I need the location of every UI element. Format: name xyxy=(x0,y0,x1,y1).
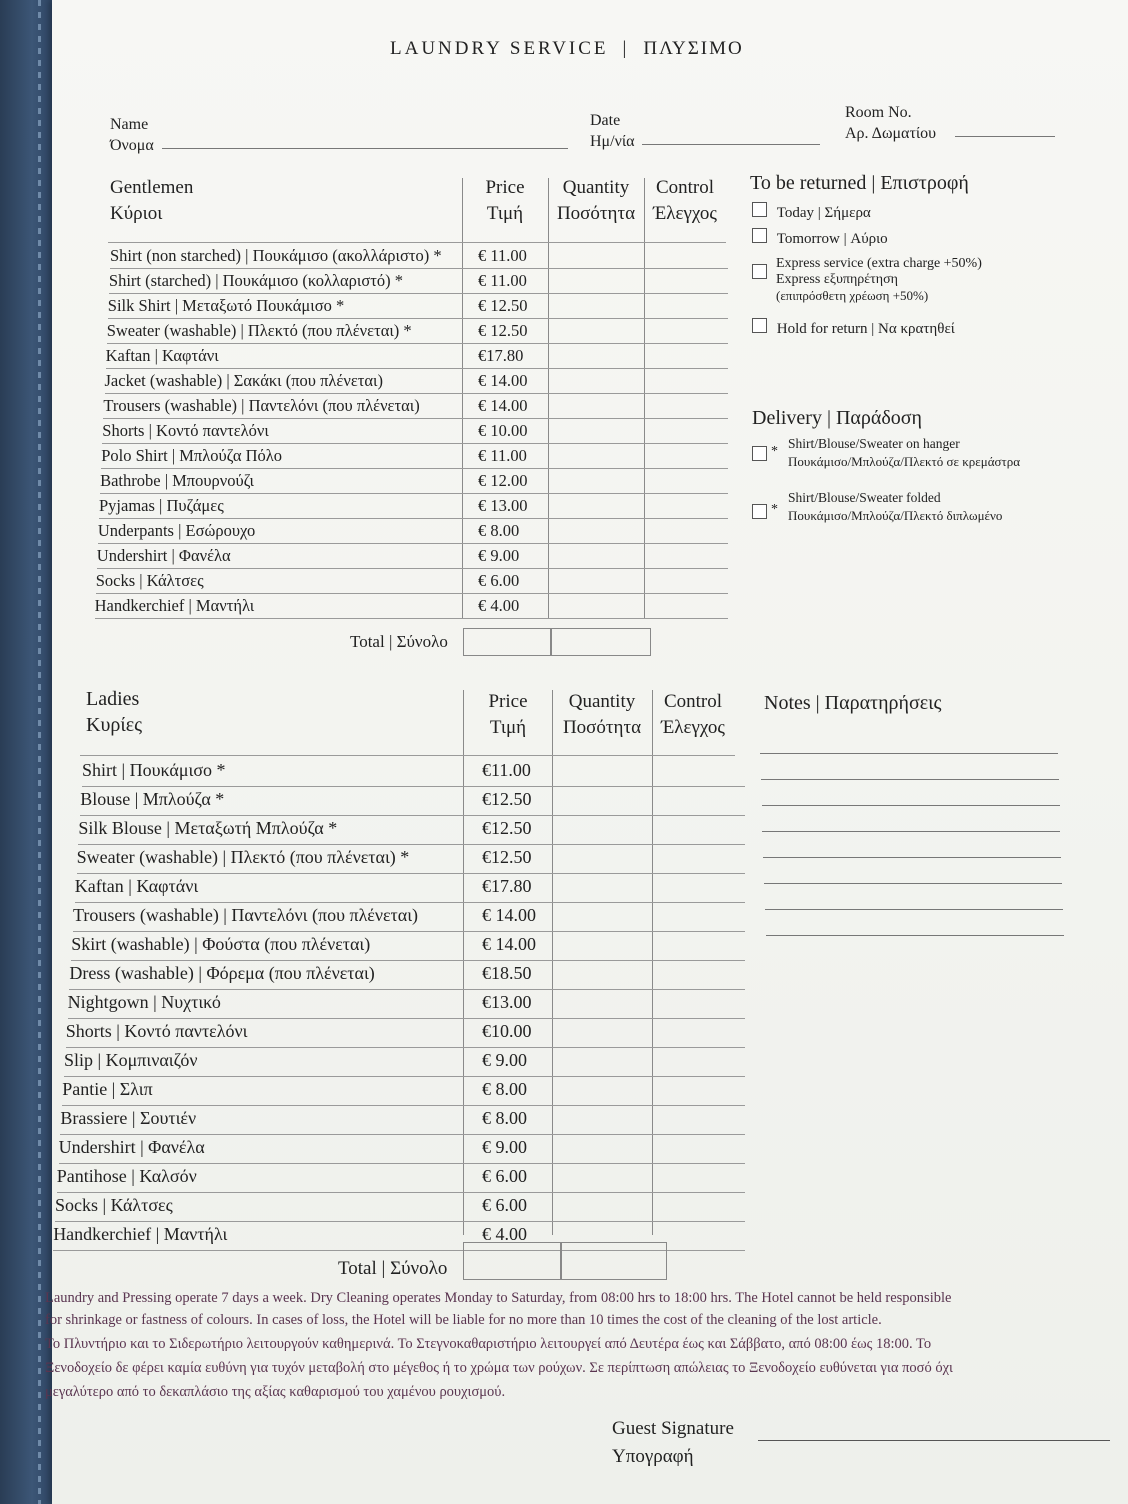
quantity-cell[interactable] xyxy=(549,444,644,468)
control-cell[interactable] xyxy=(653,1106,733,1134)
title-gr: ΠΛΥΣΙΜΟ xyxy=(643,38,744,59)
item-name: Blouse | Μπλούζα * xyxy=(80,789,225,809)
control-cell[interactable] xyxy=(653,932,733,960)
date-field[interactable] xyxy=(642,144,820,145)
table-row xyxy=(55,1193,745,1222)
control-cell[interactable] xyxy=(653,874,733,902)
item-name: Shirt (starched) | Πουκάμισο (κολλαριστό) * xyxy=(108,271,403,290)
tomorrow-checkbox[interactable] xyxy=(752,228,767,243)
table-row xyxy=(95,594,728,619)
room-label: Room No. Αρ. Δωματίου xyxy=(845,104,937,142)
item-name: Bathrobe | Μπουρνούζι xyxy=(100,471,254,490)
quantity-cell[interactable] xyxy=(549,569,644,593)
quantity-cell[interactable] xyxy=(553,932,651,960)
control-cell[interactable] xyxy=(645,294,725,318)
gentlemen-heading: Gentlemen Κύριοι xyxy=(110,177,194,224)
item-price: € 8.00 xyxy=(477,521,520,540)
item-price: € 11.00 xyxy=(477,271,527,290)
quantity-cell[interactable] xyxy=(549,344,644,368)
table-row xyxy=(62,1077,745,1106)
quantity-cell[interactable] xyxy=(553,1077,651,1105)
quantity-cell[interactable] xyxy=(549,269,644,293)
item-price: € 14.00 xyxy=(478,371,528,390)
control-cell[interactable] xyxy=(645,494,725,518)
item-name: Socks | Κάλτσες xyxy=(95,571,204,590)
quantity-cell[interactable] xyxy=(553,1164,651,1192)
item-name: Skirt (washable) | Φούστα (που πλένεται) xyxy=(71,934,371,954)
item-name: Jacket (washable) | Σακάκι (που πλένεται) xyxy=(104,371,383,390)
ladies-qty-header: Quantity Ποσότητα xyxy=(562,691,642,738)
quantity-cell[interactable] xyxy=(553,1135,651,1163)
folded-asterisk: * xyxy=(771,502,778,517)
item-name: Undershirt | Φανέλα xyxy=(96,546,231,565)
item-price: €12.50 xyxy=(481,847,532,867)
quantity-cell[interactable] xyxy=(549,494,644,518)
table-row xyxy=(98,519,728,544)
notes-line[interactable] xyxy=(761,779,1059,780)
notes-line[interactable] xyxy=(765,909,1063,910)
table-row xyxy=(99,494,728,519)
table-row xyxy=(71,932,745,961)
item-price: € 8.00 xyxy=(481,1079,527,1099)
quantity-cell[interactable] xyxy=(549,419,644,443)
item-price: € 9.00 xyxy=(477,546,520,565)
table-row xyxy=(82,758,745,787)
item-price: €13.00 xyxy=(481,992,532,1012)
express-checkbox[interactable] xyxy=(752,264,767,279)
table-row xyxy=(107,319,728,344)
signature-label: Guest Signature Υπογραφή xyxy=(612,1418,734,1467)
control-cell[interactable] xyxy=(645,394,725,418)
item-price: €11.00 xyxy=(482,760,531,780)
quantity-cell[interactable] xyxy=(549,594,644,618)
control-cell[interactable] xyxy=(653,816,733,844)
item-price: € 8.00 xyxy=(481,1108,527,1128)
gentlemen-total-label: Total | Σύνολο xyxy=(350,632,448,651)
item-price: €18.50 xyxy=(481,963,532,983)
control-cell[interactable] xyxy=(653,1164,733,1192)
table-row xyxy=(77,845,745,874)
control-cell[interactable] xyxy=(645,419,725,443)
table-row xyxy=(106,344,728,369)
binder-cover xyxy=(0,0,58,1504)
quantity-cell[interactable] xyxy=(553,961,651,989)
table-row xyxy=(80,787,745,816)
table-row xyxy=(103,394,728,419)
control-cell[interactable] xyxy=(645,469,725,493)
ladies-ctrl-header: Control Έλεγχος xyxy=(661,691,725,738)
item-name: Kaftan | Καφτάνι xyxy=(105,346,219,365)
option-folded[interactable]: * Shirt/Blouse/Sweater folded Πουκάμισο/Μπλούζα/Πλεκτό διπλωμένο xyxy=(752,490,1002,524)
quantity-cell[interactable] xyxy=(549,469,644,493)
control-cell[interactable] xyxy=(645,544,725,568)
gentlemen-price-header: Price Τιμή xyxy=(485,177,525,224)
item-name: Sweater (washable) | Πλεκτό (που πλένεται) * xyxy=(106,321,412,340)
control-cell[interactable] xyxy=(645,444,725,468)
item-name: Underpants | Εσώρουχο xyxy=(97,521,256,540)
table-row xyxy=(64,1048,745,1077)
quantity-cell[interactable] xyxy=(553,903,651,931)
footer-text-en-2: for shrinkage or fastness of colours. In cases of loss, the Hotel will be liable for no more than 10 times the cost of the cleaning of the lost article. xyxy=(45,1312,882,1328)
table-row xyxy=(78,816,745,845)
table-row xyxy=(97,544,728,569)
quantity-cell[interactable] xyxy=(553,1019,651,1047)
item-name: Pyjamas | Πυζάμες xyxy=(99,496,224,515)
folded-checkbox[interactable] xyxy=(752,504,767,519)
table-row xyxy=(105,369,729,394)
footer-text-gr-2: Ξενοδοχείο δε φέρει καμία ευθύνη για τυχόν μεταβολή στο μέγεθος ή το χρώμα των ρούχων. Σε περίπτωση απώλειας το Ξενοδοχείο ευθύνεται για ποσό όχι xyxy=(45,1360,953,1376)
control-cell[interactable] xyxy=(653,903,733,931)
quantity-cell[interactable] xyxy=(549,294,644,318)
table-row xyxy=(75,874,745,903)
quantity-cell[interactable] xyxy=(549,394,644,418)
delivery-heading: Delivery | Παράδοση xyxy=(752,407,923,429)
table-row xyxy=(60,1106,745,1135)
item-price: €17.80 xyxy=(477,346,524,365)
quantity-cell[interactable] xyxy=(549,244,644,268)
control-cell[interactable] xyxy=(645,344,725,368)
gentlemen-ctrl-header: Control Έλεγχος xyxy=(653,177,717,224)
notes-line[interactable] xyxy=(764,883,1062,884)
table-row xyxy=(57,1164,745,1193)
item-name: Silk Shirt | Μεταξωτό Πουκάμισο * xyxy=(107,296,345,315)
item-name: Pantihose | Καλσόν xyxy=(56,1166,197,1186)
table-row xyxy=(59,1135,745,1164)
table-row xyxy=(110,244,728,269)
item-price: €17.80 xyxy=(481,876,532,896)
item-price: € 13.00 xyxy=(478,496,528,515)
quantity-cell[interactable] xyxy=(549,544,644,568)
option-today[interactable]: Today | Σήμερα xyxy=(752,202,871,222)
quantity-cell[interactable] xyxy=(553,758,651,786)
table-row xyxy=(108,294,728,319)
footer-text-gr-1: Το Πλυντήριο και το Σιδερωτήριο λειτουργούν καθημερινά. Το Στεγνοκαθαριστήριο λειτουργεί από Δευτέρα έως και Σάββατο, από 08:00 έως 18:00. Το xyxy=(45,1336,932,1352)
quantity-cell[interactable] xyxy=(549,369,644,393)
hold-checkbox[interactable] xyxy=(752,318,767,333)
control-cell[interactable] xyxy=(645,569,725,593)
form-title: LAUNDRY SERVICE | ΠΛΥΣΙΜΟ xyxy=(390,38,744,59)
item-price: € 14.00 xyxy=(477,396,528,415)
gentlemen-header-rule xyxy=(108,242,726,243)
item-name: Dress (washable) | Φόρεμα (που πλένεται) xyxy=(69,963,375,983)
item-price: € 12.50 xyxy=(477,296,528,315)
quantity-cell[interactable] xyxy=(553,990,651,1018)
item-name: Shirt | Πουκάμισο * xyxy=(82,760,226,780)
quantity-cell[interactable] xyxy=(549,319,644,343)
hanger-checkbox[interactable] xyxy=(752,446,767,461)
date-label: Date Ημ/νία xyxy=(590,112,635,150)
quantity-cell[interactable] xyxy=(553,1106,651,1134)
item-name: Handkerchief | Μαντήλι xyxy=(94,596,255,615)
item-price: € 6.00 xyxy=(481,1166,527,1186)
table-row xyxy=(100,469,728,494)
ladies-price-header: Price Τιμή xyxy=(488,691,528,738)
table-row xyxy=(109,269,728,294)
item-price: €12.50 xyxy=(481,818,532,838)
item-price: € 10.00 xyxy=(477,421,528,440)
item-name: Sweater (washable) | Πλεκτό (που πλένεται) * xyxy=(76,847,410,867)
control-cell[interactable] xyxy=(653,758,733,786)
item-price: € 6.00 xyxy=(482,1195,527,1215)
control-cell[interactable] xyxy=(645,594,725,618)
quantity-cell[interactable] xyxy=(549,519,644,543)
control-cell[interactable] xyxy=(653,787,733,815)
option-tomorrow[interactable]: Tomorrow | Αύριο xyxy=(752,228,888,248)
table-row xyxy=(69,961,745,990)
item-price: € 9.00 xyxy=(482,1050,527,1070)
control-cell[interactable] xyxy=(645,244,725,268)
item-name: Shirt (non starched) | Πουκάμισο (ακολλάριστο) * xyxy=(110,246,442,265)
item-name: Trousers (washable) | Παντελόνι (που πλένεται) xyxy=(73,905,419,925)
footer-text-en-1: Laundry and Pressing operate 7 days a week. Dry Cleaning operates Monday to Saturday, from 08:00 hrs to 18:00 hrs. The Hotel cannot be held responsible xyxy=(45,1290,952,1306)
quantity-cell[interactable] xyxy=(553,787,651,815)
ladies-total-qty[interactable] xyxy=(463,1242,561,1280)
table-row xyxy=(96,569,728,594)
option-express[interactable]: Express service (extra charge +50%) Express εξυπηρέτηση (επιπρόσθετη χρέωση +50%) xyxy=(752,256,982,304)
binder-stitch xyxy=(38,0,41,1504)
control-cell[interactable] xyxy=(653,1048,733,1076)
item-name: Trousers (washable) | Παντελόνι (που πλένεται) xyxy=(103,396,420,415)
item-price: € 4.00 xyxy=(477,596,520,615)
control-cell[interactable] xyxy=(653,1077,733,1105)
item-name: Kaftan | Καφτάνι xyxy=(74,876,199,896)
notes-line[interactable] xyxy=(762,831,1060,832)
item-name: Socks | Κάλτσες xyxy=(55,1195,173,1215)
table-row xyxy=(66,1019,745,1048)
today-checkbox[interactable] xyxy=(752,202,767,217)
ladies-header-rule xyxy=(80,755,735,756)
quantity-cell[interactable] xyxy=(553,816,651,844)
control-cell[interactable] xyxy=(653,845,733,873)
quantity-cell[interactable] xyxy=(553,1193,651,1221)
item-name: Shorts | Κοντό παντελόνι xyxy=(65,1021,248,1041)
ladies-total-ctrl[interactable] xyxy=(561,1242,667,1280)
gentlemen-qty-header: Quantity Ποσότητα xyxy=(556,177,636,224)
quantity-cell[interactable] xyxy=(553,845,651,873)
signature-field[interactable] xyxy=(758,1440,1110,1441)
control-cell[interactable] xyxy=(645,319,725,343)
item-name: Handkerchief | Μαντήλι xyxy=(53,1224,228,1244)
item-price: € 4.00 xyxy=(481,1224,527,1244)
item-price: € 9.00 xyxy=(481,1137,527,1157)
item-name: Shorts | Κοντό παντελόνι xyxy=(102,421,269,440)
control-cell[interactable] xyxy=(653,1019,733,1047)
item-price: € 11.00 xyxy=(477,446,527,465)
table-row xyxy=(102,419,728,444)
name-field[interactable] xyxy=(162,148,568,149)
room-field[interactable] xyxy=(955,136,1055,137)
option-hanger[interactable]: * Shirt/Blouse/Sweater on hanger Πουκάμισο/Μπλούζα/Πλεκτό σε κρεμάστρα xyxy=(752,436,1020,470)
item-name: Pantie | Σλιπ xyxy=(62,1079,153,1099)
footer-text-gr-3: μεγαλύτερο από το δεκαπλάσιο της αξίας καθαρισμού του χαμένου ρουχισμού. xyxy=(45,1384,506,1400)
item-price: € 11.00 xyxy=(478,246,527,265)
item-price: € 12.50 xyxy=(477,321,528,340)
gentlemen-total-qty[interactable] xyxy=(463,628,551,656)
item-name: Silk Blouse | Μεταξωτή Μπλούζα * xyxy=(78,818,338,838)
control-cell[interactable] xyxy=(653,990,733,1018)
control-cell[interactable] xyxy=(645,369,725,393)
item-name: Slip | Κομπιναιζόν xyxy=(64,1050,198,1070)
item-name: Polo Shirt | Μπλούζα Πόλο xyxy=(101,446,283,465)
gentlemen-total-ctrl[interactable] xyxy=(551,628,651,656)
returned-heading: To be returned | Επιστροφή xyxy=(750,172,969,194)
quantity-cell[interactable] xyxy=(553,874,651,902)
notes-line[interactable] xyxy=(760,753,1058,754)
title-en: LAUNDRY SERVICE xyxy=(390,38,609,59)
option-hold[interactable]: Hold for return | Να κρατηθεί xyxy=(752,318,955,338)
item-price: €12.50 xyxy=(481,789,532,809)
table-row xyxy=(68,990,745,1019)
item-price: €10.00 xyxy=(481,1021,532,1041)
table-row xyxy=(73,903,745,932)
item-price: € 12.00 xyxy=(477,471,528,490)
hanger-asterisk: * xyxy=(771,444,778,459)
notes-line[interactable] xyxy=(766,935,1064,936)
table-row xyxy=(101,444,728,469)
notes-line[interactable] xyxy=(762,805,1060,806)
control-cell[interactable] xyxy=(645,269,725,293)
item-name: Brassiere | Σουτιέν xyxy=(60,1108,197,1128)
control-cell[interactable] xyxy=(645,519,725,543)
ladies-total-label: Total | Σύνολο xyxy=(338,1258,448,1279)
item-name: Nightgown | Νυχτικό xyxy=(67,992,221,1012)
control-cell[interactable] xyxy=(653,961,733,989)
item-name: Undershirt | Φανέλα xyxy=(58,1137,205,1157)
quantity-cell[interactable] xyxy=(553,1048,651,1076)
item-price: € 14.00 xyxy=(482,905,536,925)
control-cell[interactable] xyxy=(653,1193,733,1221)
item-price: € 14.00 xyxy=(481,934,536,954)
item-price: € 6.00 xyxy=(477,571,520,590)
control-cell[interactable] xyxy=(653,1135,733,1163)
notes-heading: Notes | Παρατηρήσεις xyxy=(764,692,942,714)
notes-line[interactable] xyxy=(763,857,1061,858)
ladies-heading: Ladies Κυρίες xyxy=(86,688,143,736)
name-label: Name Όνομα xyxy=(110,116,154,154)
